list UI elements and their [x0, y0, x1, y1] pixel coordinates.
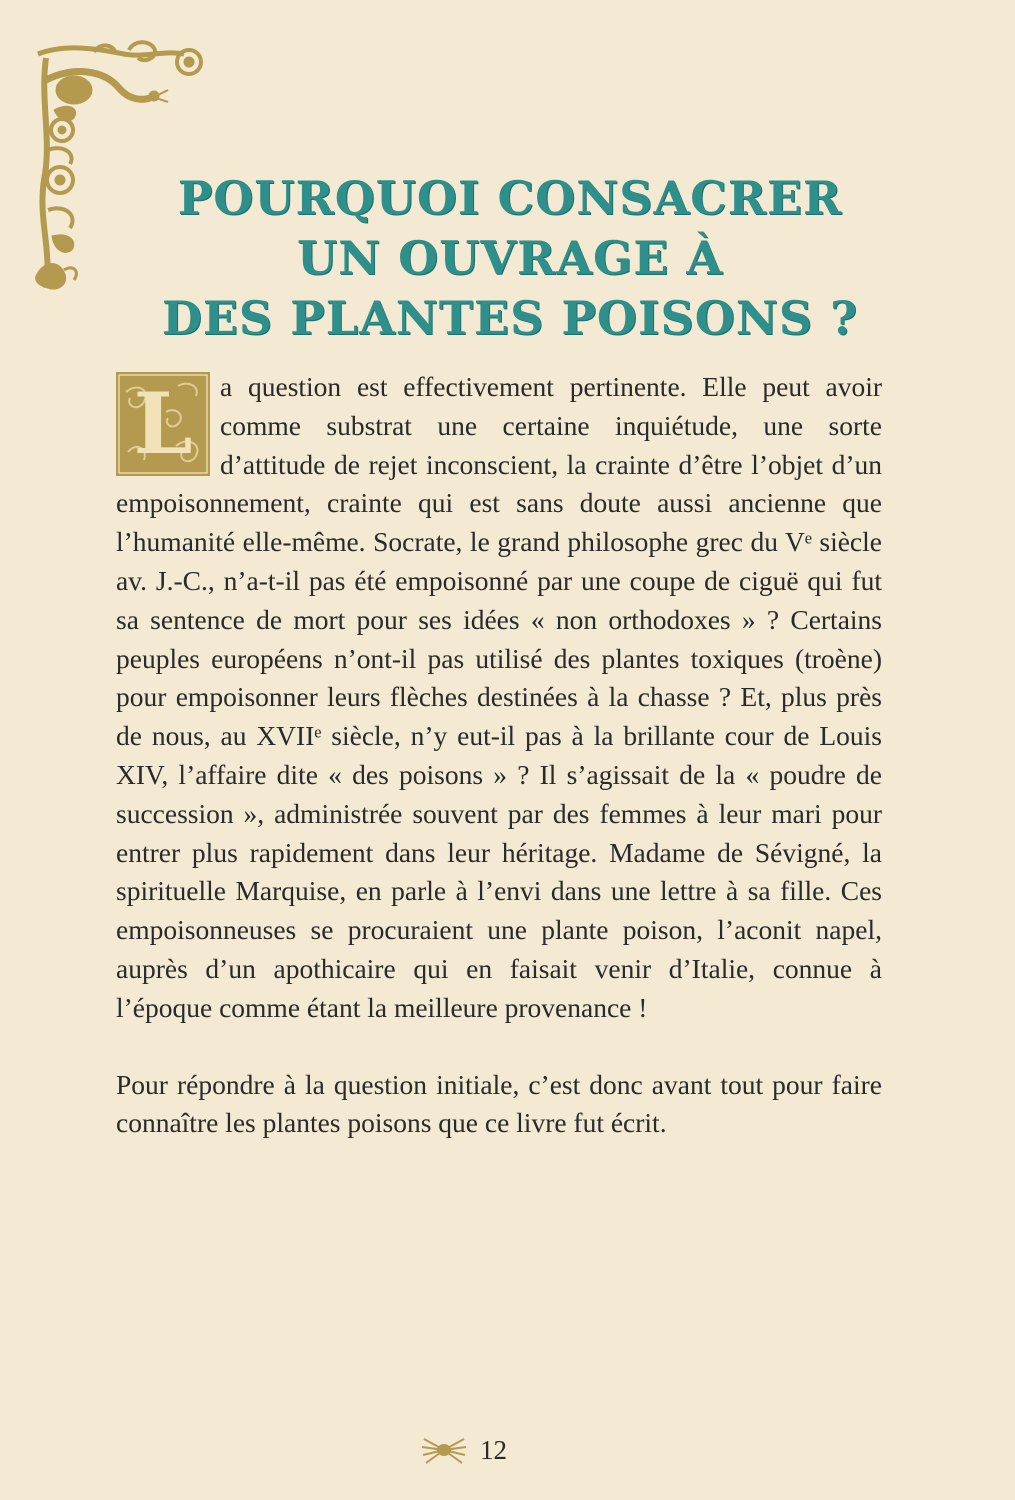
page-footer: [420, 1433, 600, 1469]
page-number: 12: [480, 1435, 507, 1465]
dropcap: [116, 372, 210, 476]
page-title: [140, 168, 880, 348]
title-line-1: POURQUOI CONSACRER: [177, 171, 843, 225]
paragraph-2: Pour répondre à la question initiale, c’est donc avant tout pour faire connaître les plantes poisons que ce livre fut écrit.: [116, 1068, 882, 1139]
body-text: [116, 368, 882, 1143]
paragraph-1: [116, 368, 882, 1028]
spider-ornament-icon: [420, 1435, 468, 1465]
paragraph-1-text: a question est effectivement pertinente. Elle peut avoir comme substrat une certaine inquiétude, une sorte d’attitude de rejet inconscient, la crainte d’être l’objet d’un empoisonnement, crainte qui est sans doute aussi ancienne que l’humanité elle-même. Socrate, le grand philosophe grec du Vᵉ siècle av. J.-C., n’a-t-il pas été empoisonné par une coupe de ciguë qui fut sa sentence de mort pour ses idées « non orthodoxes » ? Certains peuples européens n’ont-il pas utilisé des plantes toxiques (troène) pour empoisonner leurs flèches destinées à la chasse ? Et, plus près de nous, au XVIIᵉ siècle, n’y eut-il pas à la brillante cour de Louis XIV, l’affaire dite « des poisons » ? Il s’agissait de la « poudre de succession », administrée souvent par des femmes à leur mari pour entrer plus rapidement dans leur héritage. Madame de Sévigné, la spirituelle Marquise, en parle à l’envi dans une lettre à sa fille. Ces empoisonneuses se procuraient une plante poison, l’aconit napel, auprès d’un apothicaire qui en faisait venir d’Italie, connue à l’époque comme étant la meilleure provenance !: [116, 371, 882, 1023]
title-line-3: DES PLANTES POISONS ?: [161, 291, 859, 345]
title-line-2: UN OUVRAGE À: [296, 231, 724, 285]
dropcap-letter: L: [133, 374, 193, 473]
